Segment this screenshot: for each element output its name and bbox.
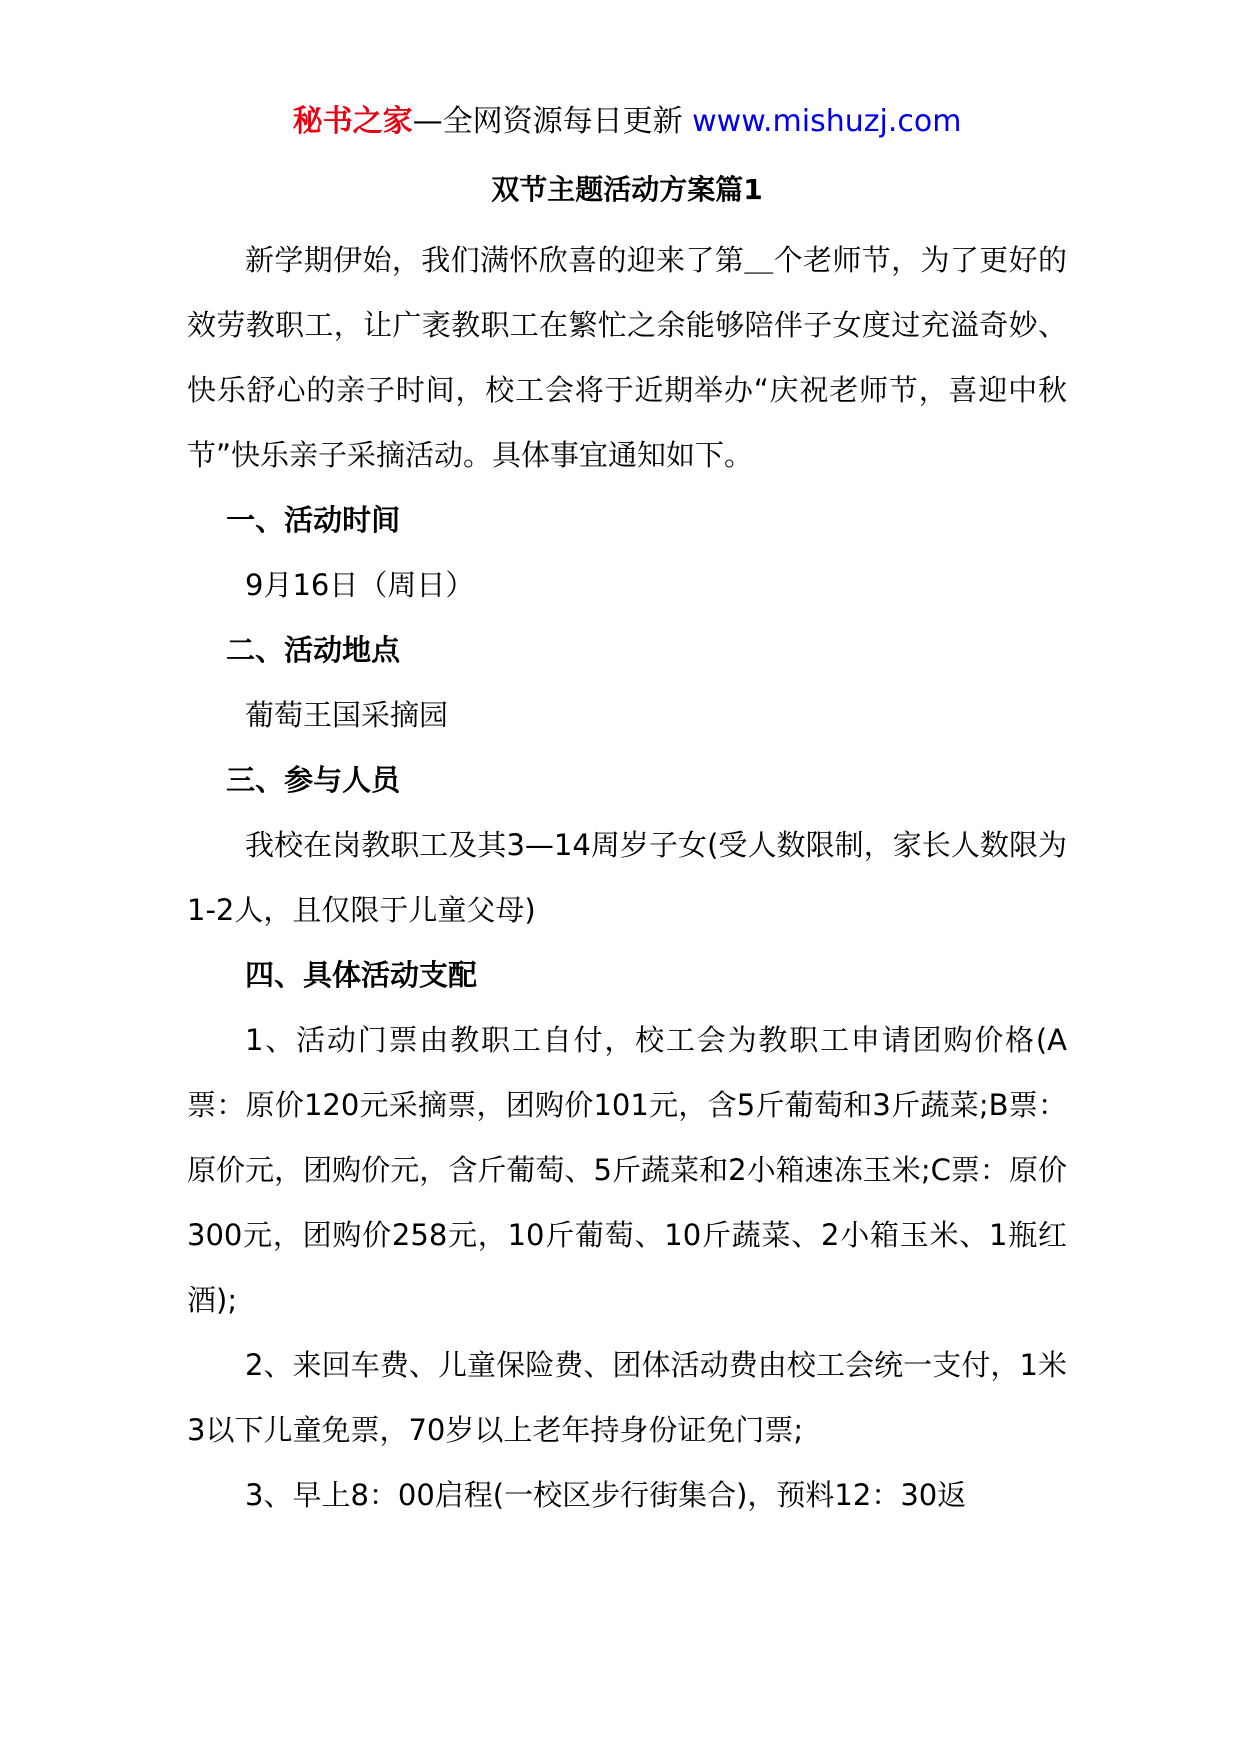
- section-heading-arrangement: 四、具体活动支配: [245, 958, 478, 992]
- arrangement-item-1: 1、活动门票由教职工自付，校工会为教职工申请团购价格(A票：原价120元采摘票，团购价101元，含5斤葡萄和3斤蔬菜;B票：原价元，团购价元，含斤葡萄、5斤蔬菜和2小箱速冻玉米;C票：原价300元，团购价258元，10斤葡萄、10斤蔬菜、2小箱玉米、1瓶红酒);: [187, 1023, 1067, 1317]
- section-heading-time: 一、活动时间: [226, 503, 401, 537]
- document-body: [187, 228, 1067, 1528]
- intro-paragraph: 新学期伊始，我们满怀欣喜的迎来了第＿个老师节，为了更好的效劳教职工，让广袤教职工在繁忙之余能够陪伴子女度过充溢奇妙、快乐舒心的亲子时间，校工会将于近期举办“庆祝老师节，喜迎中秋节”快乐亲子采摘活动。具体事宜通知如下。: [187, 243, 1067, 472]
- section-heading-people: 三、参与人员: [226, 763, 401, 797]
- document-title: 双节主题活动方案篇1: [491, 173, 763, 206]
- site-header: [187, 100, 1067, 144]
- section-heading-place: 二、活动地点: [226, 633, 401, 667]
- arrangement-item-2: 2、来回车费、儿童保险费、团体活动费由校工会统一支付，1米3以下儿童免票，70岁以上老年持身份证免门票;: [187, 1348, 1067, 1447]
- place-paragraph: 葡萄王国采摘园: [245, 698, 449, 732]
- site-url-link[interactable]: www.mishuzj.com: [692, 104, 962, 139]
- brand-name: 秘书之家: [292, 104, 413, 139]
- header-tagline: —全网资源每日更新: [412, 104, 693, 139]
- people-paragraph: 我校在岗教职工及其3—14周岁子女(受人数限制，家长人数限为1-2人，且仅限于儿童父母): [187, 828, 1067, 927]
- arrangement-item-3: 3、早上8：00启程(一校区步行街集合)，预料12：30返: [245, 1478, 967, 1512]
- time-paragraph: 9月16日（周日）: [245, 568, 475, 602]
